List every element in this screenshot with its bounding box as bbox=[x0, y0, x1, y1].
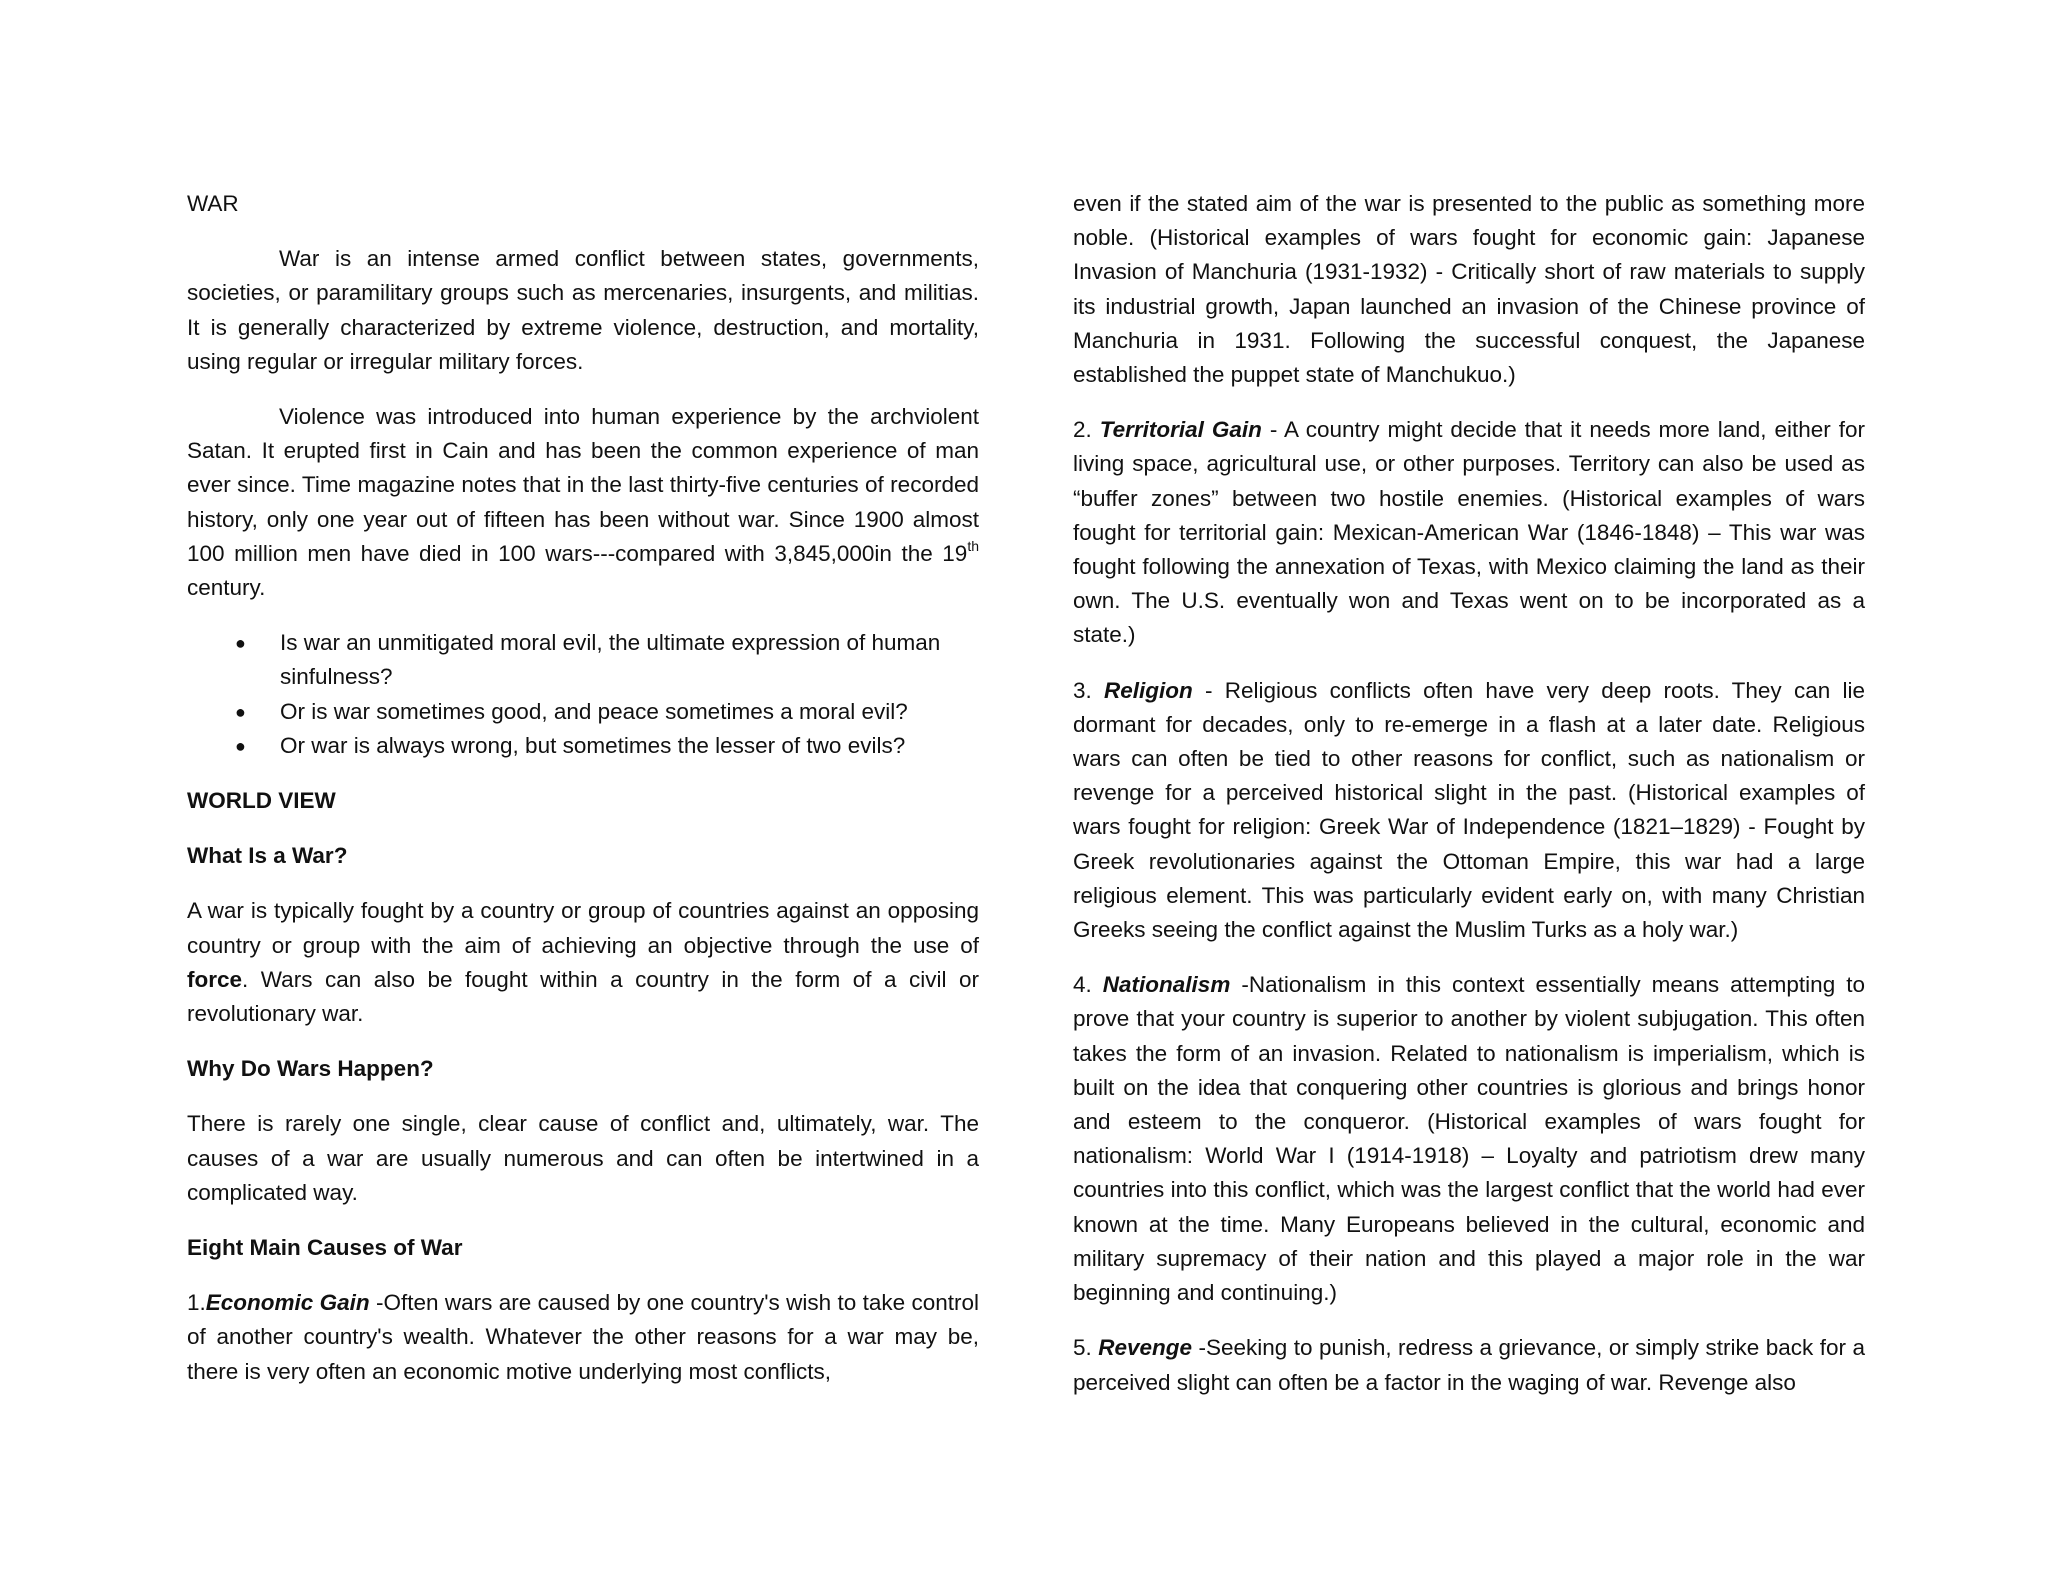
list-item bbox=[187, 626, 979, 694]
superscript-th: th bbox=[967, 537, 979, 554]
what-is-war-text-before: A war is typically fought by a country or group of countries against an opposing country or group with the aim of achieving an objective through the use of bbox=[187, 898, 979, 958]
violence-paragraph-main: Violence was introduced into human experience by the archviolent Satan. It erupted first in Cain and has been the common experience of man ever since. Time magazine notes that in the last thirty-five centuries of recorded history, only one year out of fifteen has been without war. Since 1900 almost 100 million men have died in 100 wars---compared with 3,845,000in the 19 bbox=[187, 404, 979, 566]
intro-paragraph: War is an intense armed conflict between states, governments, societies, or paramilitary groups such as mercenaries, insurgents, and militias. It is generally characterized by extreme violence, destruction, and mortality, using regular or irregular military forces. bbox=[187, 246, 979, 374]
left-column bbox=[187, 187, 979, 1410]
cause-text: - A country might decide that it needs more land, either for living space, agricultural use, or other purposes. Territory can also be used as “buffer zones” between two hostile enemies. (Historical examples of wars fought for territorial gain: Mexican-American War (1846-1848) – This war was fought following the annexation of Texas, with Mexico claiming the land as their own. The U.S. eventually won and Texas went on to be incorporated as a state.) bbox=[1073, 417, 1865, 648]
bullet-icon: ● bbox=[235, 633, 246, 654]
force-term: force bbox=[187, 966, 243, 992]
why-wars-paragraph: There is rarely one single, clear cause of conflict and, ultimately, war. The causes of a war are usually numerous and can often be intertwined in a complicated way. bbox=[187, 1111, 979, 1205]
economic-gain-continued: even if the stated aim of the war is presented to the public as something more noble. (Historical examples of wars fought for economic gain: Japanese Invasion of Manchuria (1931-1932) - Critically short of raw materials to supply its industrial growth, Japan launched an invasion of the Chinese province of Manchuria in 1931. Following the successful conquest, the Japanese established the puppet state of Manchukuo.) bbox=[1073, 191, 1865, 388]
world-view-heading: WORLD VIEW bbox=[187, 788, 336, 814]
bullet-icon: ● bbox=[235, 735, 246, 756]
cause-term: Territorial Gain bbox=[1099, 417, 1262, 443]
cause-text: -Often wars are caused by one country's wish to take control of another country's wealth. Whatever the other reasons for a war may be, there is very often an economic motive underlying most conflicts, bbox=[187, 1290, 979, 1384]
cause-number: 2. bbox=[1073, 417, 1100, 443]
cause-nationalism bbox=[1073, 968, 1865, 1310]
cause-number: 1. bbox=[187, 1290, 206, 1316]
cause-number: 3. bbox=[1073, 677, 1105, 703]
cause-revenge bbox=[1073, 1331, 1865, 1399]
right-column bbox=[1073, 187, 1865, 1421]
list-item-text: Or war is always wrong, but sometimes the lesser of two evils? bbox=[280, 732, 906, 758]
cause-term: Nationalism bbox=[1102, 972, 1231, 998]
cause-term: Revenge bbox=[1098, 1335, 1193, 1361]
cause-religion bbox=[1073, 674, 1865, 948]
cause-text: -Nationalism in this context essentially means attempting to prove that your country is superior to another by violent subjugation. This often takes the form of an invasion. Related to nationalism is imperialism, which is built on the idea that conquering other countries is glorious and brings honor and esteem to the conqueror. (Historical examples of wars fought for nationalism: World War I (1914-1918) – Loyalty and patriotism drew many countries into this conflict, which was the largest conflict that the world had ever known at the time. Many Europeans believed in the cultural, economic and military supremacy of their nation and this played a major role in the war beginning and continuing.) bbox=[1073, 972, 1865, 1306]
document-title: WAR bbox=[187, 191, 239, 216]
list-item-text: Or is war sometimes good, and peace sometimes a moral evil? bbox=[280, 698, 908, 724]
list-item bbox=[187, 695, 979, 729]
cause-term: Religion bbox=[1104, 677, 1193, 703]
eight-causes-heading: Eight Main Causes of War bbox=[187, 1235, 463, 1261]
cause-text: - Religious conflicts often have very deep roots. They can lie dormant for decades, only to re-emerge in a flash at a later date. Religious wars can often be tied to other reasons for conflict, such as nationalism or revenge for a perceived historical slight in the past. (Historical examples of wars fought for religion: Greek War of Independence (1821–1829) - Fought by Greek revolutionaries against the Ottoman Empire, this war had a large religious element. This was particularly evident early on, with many Christian Greeks seeing the conflict against the Muslim Turks as a holy war.) bbox=[1073, 677, 1865, 943]
cause-number: 4. bbox=[1073, 972, 1103, 998]
list-item-text: Is war an unmitigated moral evil, the ultimate expression of human sinfulness? bbox=[280, 630, 941, 690]
violence-paragraph-end: century. bbox=[187, 575, 266, 601]
cause-term: Economic Gain bbox=[205, 1290, 370, 1316]
violence-paragraph bbox=[187, 400, 979, 605]
cause-number: 5. bbox=[1073, 1335, 1099, 1361]
question-list bbox=[187, 626, 979, 763]
what-is-war-heading: What Is a War? bbox=[187, 843, 348, 869]
what-is-war-paragraph bbox=[187, 894, 979, 1031]
cause-territorial-gain bbox=[1073, 413, 1865, 652]
list-item bbox=[187, 729, 979, 763]
bullet-icon: ● bbox=[235, 701, 246, 722]
what-is-war-text-after: . Wars can also be fought within a country in the form of a civil or revolutionary war. bbox=[187, 966, 979, 1027]
cause-text: -Seeking to punish, redress a grievance, or simply strike back for a perceived slight can often be a factor in the waging of war. Revenge also bbox=[1073, 1335, 1865, 1395]
cause-economic-gain bbox=[187, 1286, 979, 1389]
why-wars-heading: Why Do Wars Happen? bbox=[187, 1056, 434, 1082]
